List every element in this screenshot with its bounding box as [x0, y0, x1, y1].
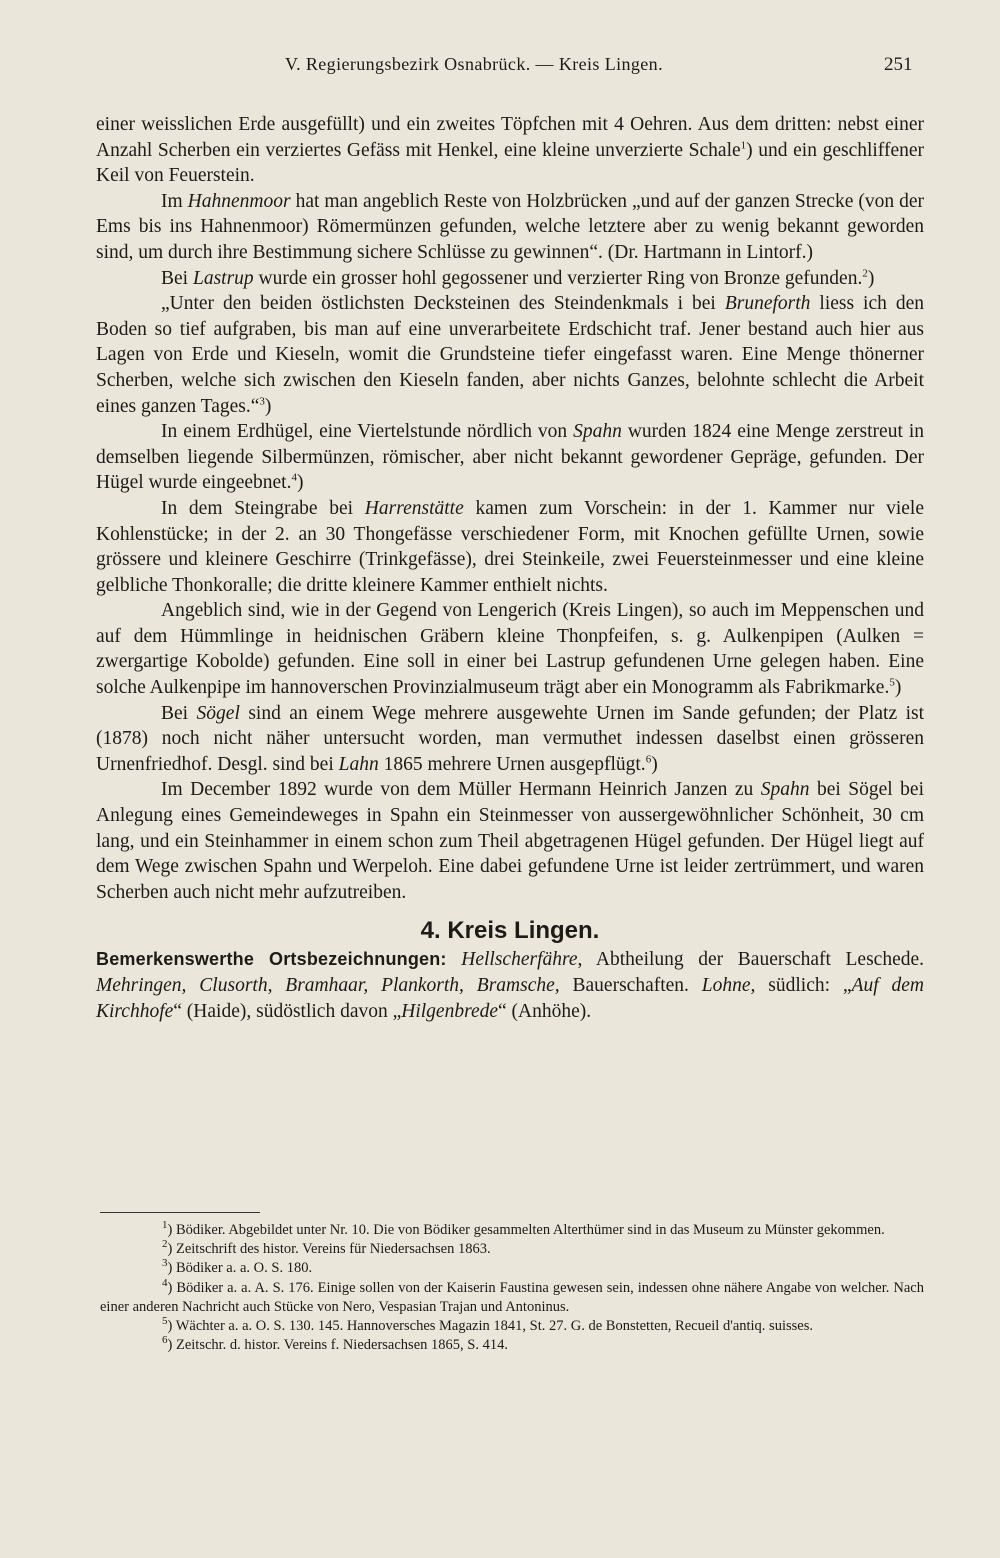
text-run: einer weisslichen Erde ausgefüllt) und ein zweites Töpfchen mit 4 Oehren. Aus dem dritten: nebst einer Anzahl Scherben ein verziertes Gefäss mit Henkel, eine kleine unverzierte Schale: [96, 114, 924, 161]
text-run: liess ich den Boden so tief aufgraben, bis man auf eine unverarbeitete Erdschicht traf. Jener bestand auch hier aus Lagen von Erde und Kieseln, womit die Grundsteine tiefer eingefasst waren. Eine Menge thönerner Scherben, welche sich zwischen den Kieseln fanden, aber nichts Ganzes, belohnte schlecht die Arbeit eines ganzen Tages.“: [96, 293, 924, 417]
text-run: “ (Haide), südöstlich davon „: [173, 1000, 402, 1022]
footnote: $^2$) Zeitschrift des histor. Vereins für Niedersachsen 1863.: [162, 1238, 491, 1258]
text-run: In dem Steingrabe bei: [161, 497, 365, 519]
place-name: Lastrup: [192, 267, 254, 289]
footnote-text: Bödiker. Abgebildet unter Nr. 10. Die von Bödiker gesammelten Alterthümer sind in das Museum zu Münster gekommen.: [172, 1222, 885, 1238]
place-name: Hilgenbrede: [401, 1000, 499, 1022]
text-run: hat man angeblich Reste von Holzbrücken „und auf der ganzen Strecke (von der Ems bis ins Hahnenmoor) Römermünzen gefunden, welche letztere aber zu wenig bekannt geworden sind, um durch ihre Bestimmung sichere Schlüsse zu gewinnen“. (Dr. Hartmann in Lintorf.): [96, 190, 924, 263]
footnote-ref: 6: [645, 753, 652, 766]
footnote-rule: [100, 1212, 260, 1213]
section-lead: Bemerkenswerthe Ortsbezeichnungen:: [96, 949, 447, 970]
text-run: “ (Anhöhe).: [498, 1000, 592, 1022]
footnote-mark: 2: [162, 1238, 168, 1251]
footnote-ref: 1: [740, 139, 747, 152]
text-run: wurde ein grosser hohl gegossener und verzierter Ring von Bronze gefunden.: [253, 267, 863, 289]
place-name: Hahnenmoor: [187, 190, 291, 212]
footnote-ref: 4: [291, 471, 297, 484]
paragraph: [96, 189, 924, 266]
text-run: sind an einem Wege mehrere ausgewehte Urnen im Sande gefunden; der Platz ist (1878) noch nicht näher untersucht worden, man vermuthet indessen daselbst einen grösseren Urnenfriedhof. Desgl. sind bei: [96, 702, 924, 775]
footnote-mark: 3: [162, 1257, 168, 1270]
place-name: Spahn: [760, 779, 810, 801]
footnote-ref: 5: [889, 676, 895, 689]
footnote: $^4$) Bödiker a. a. A. S. 176. Einige sollen von der Kaiserin Faustina gewesen sein, indessen ohne nähere Angabe von welcher. Nach einer anderen Nachricht auch Stücke von Nero, Vespasian Trajan und Antoninus.: [100, 1276, 924, 1315]
footnote: $^3$) Bödiker a. a. O. S. 180.: [162, 1257, 313, 1277]
text-run: südlich: „: [755, 975, 852, 996]
footnote-mark: 1: [162, 1219, 168, 1232]
footnote-mark: 5: [162, 1315, 168, 1328]
place-name: Lohne,: [701, 975, 756, 996]
footnote: $^6$) Zeitschr. d. histor. Vereins f. Niedersachsen 1865, S. 414.: [162, 1334, 508, 1354]
place-name: Hellscherfähre: [461, 949, 578, 971]
footnote-mark: 4: [162, 1276, 168, 1289]
footnote-ref: 2: [862, 267, 868, 280]
place-name: Lahn: [338, 753, 379, 775]
section-title: 4. Kreis Lingen.: [420, 917, 600, 945]
paragraph: In einem Erdhügel, eine Viertelstunde nördlich von Spahn wurden 1824 eine Menge zerstreut in demselben liegende Silbermünzen, römischer, aber nicht bekannt gewordener Gepräge, gefunden. Der Hügel wurde eingeebnet.$^4$): [96, 421, 924, 494]
paragraph: [96, 777, 924, 905]
paragraph: „Unter den beiden östlichsten Decksteinen des Steindenkmals i bei Bruneforth liess ich den Boden so tief aufgraben, bis man auf eine unverarbeitete Erdschicht traf. Jener bestand auch hier aus Lagen von Erde und Kieseln, womit die Grundsteine tiefer eingefasst waren. Eine Menge thönerner Scherben, welche sich zwischen den Kieseln fanden, aber nichts Ganzes, belohnte schlecht die Arbeit eines ganzen Tages.“$^3$): [96, 293, 924, 417]
footnote-mark: 6: [162, 1334, 168, 1347]
footnote: $^1$) Bödiker. Abgebildet unter Nr. 10. Die von Bödiker gesammelten Alterthümer sind in das Museum zu Münster gekommen.: [162, 1219, 885, 1238]
text-run: und ein geschliffener Keil von Feuerstein.: [96, 139, 924, 187]
footnote-text: Bödiker a. a. A. S. 176. Einige sollen von der Kaiserin Faustina gewesen sein, indessen ohne nähere Angabe von welcher. Nach einer anderen Nachricht auch Stücke von Nero, Vespasian Trajan und Antoninus.: [100, 1279, 924, 1315]
place-name: Spahn: [573, 421, 622, 443]
text-run: Bauerschaften.: [559, 975, 702, 996]
place-name: Sögel: [196, 702, 240, 724]
text-run: Bei: [161, 702, 197, 724]
footnote: $^5$) Wächter a. a. O. S. 130. 145. Hannoversches Magazin 1841, St. 27. G. de Bonstetten, Recueil d'antiq. suisses.: [162, 1315, 813, 1335]
place-name: Mehringen, Clusorth, Bramhaar, Plankorth, Bramsche,: [96, 975, 560, 996]
text-run: 1865 mehrere Urnen ausgepflügt.: [378, 753, 646, 775]
footnote-text: Zeitschr. d. histor. Vereins f. Niedersachsen 1865, S. 414.: [172, 1337, 508, 1354]
text-run: kamen zum Vorschein: in der 1. Kammer nur viele Kohlenstücke; in der 2. an 30 Thongefässe verschiedener Form, mit Knochen gefüllte Urnen, sowie grössere und kleinere Geschirre (Trinkgefässe), drei Steinkeile, zwei Feuersteinmesser und eine kleine gelbliche Thonkoralle; die dritte kleinere Kammer enthielt nichts.: [96, 497, 925, 596]
running-head: V. Regierungsbezirk Osnabrück. — Kreis Lingen.: [285, 54, 663, 74]
page-header: [0, 54, 1000, 84]
paragraph: Angeblich sind, wie in der Gegend von Lengerich (Kreis Lingen), so auch im Meppenschen und auf dem Hümmlinge in heidnischen Gräbern kleine Thonpfeifen, s. g. Aulkenpipen (Aulken = zwergartige Kobolde) gefunden. Eine soll in einer bei Lastrup gefundenen Urne gelegen haben. Eine solche Aulkenpipe im hannoverschen Provinzialmuseum trägt aber ein Monogramm als Fabrikmarke.$^5$): [96, 600, 924, 699]
place-name: Auf dem Kirchhofe: [96, 975, 924, 1022]
footnote-text: Wächter a. a. O. S. 130. 145. Hannoversches Magazin 1841, St. 27. G. de Bonstetten, Recueil d'antiq. suisses.: [172, 1318, 813, 1335]
footnote-ref: 3: [259, 395, 265, 408]
place-name: Bruneforth: [724, 293, 811, 315]
page-number: 251: [884, 54, 913, 75]
footnote-text: Zeitschrift des histor. Vereins für Niedersachsen 1863.: [172, 1241, 491, 1258]
place-name: Harrenstätte: [364, 497, 464, 519]
text-run: Angeblich sind, wie in der Gegend von Lengerich (Kreis Lingen), so auch im Meppenschen und auf dem Hümmlinge in heidnischen Gräbern kleine Thonpfeifen, s. g. Aulkenpipen (Aulken = zwergartige Kobolde) gefunden. Eine soll in einer bei Lastrup gefundenen Urne gelegen haben. Eine solche Aulkenpipe im hannoverschen Provinzialmuseum trägt aber ein Monogramm als Fabrikmarke.: [96, 600, 924, 699]
text-run: Bei: [161, 267, 193, 289]
text-run: Im: [161, 190, 188, 212]
text-run: , Abtheilung der Bauerschaft Leschede.: [577, 949, 925, 971]
paragraph: einer weisslichen Erde ausgefüllt) und ein zweites Töpfchen mit 4 Oehren. Aus dem dritten: nebst einer Anzahl Scherben ein verziertes Gefäss mit Henkel, eine kleine unverzierte Schale$^1$) und ein geschliffener Keil von Feuerstein.: [96, 114, 924, 187]
paragraph: Bei Lastrup wurde ein grosser hohl gegossener und verzierter Ring von Bronze gefunden.$^2$): [161, 267, 875, 289]
paragraph: [96, 947, 924, 1024]
text-run: Im December 1892 wurde von dem Müller Hermann Heinrich Janzen zu: [161, 779, 761, 801]
footnote-text: Bödiker a. a. O. S. 180.: [172, 1260, 313, 1277]
text-run: In einem Erdhügel, eine Viertelstunde nördlich von: [161, 421, 574, 443]
text-run: bei Sögel bei Anlegung eines Gemeindeweges in Spahn ein Steinmesser von aussergewöhnlicher Schönheit, 30 cm lang, und ein Steinhammer in einem schon zum Theil abgetragenen Hügel gefunden. Der Hügel liegt auf dem Wege zwischen Spahn und Werpeloh. Eine dabei gefundene Urne ist leider zertrümmert, und waren Scherben auch nicht mehr aufzutreiben.: [96, 779, 924, 903]
main-text: [96, 112, 924, 1024]
text-run: „Unter den beiden östlichsten Decksteinen des Steindenkmals i bei: [161, 293, 725, 315]
text-run: wurden 1824 eine Menge zerstreut in demselben liegende Silbermünzen, römischer, aber nicht bekannt gewordener Gepräge, gefunden. Der Hügel wurde eingeebnet.: [96, 421, 924, 494]
paragraph: [96, 496, 924, 598]
paragraph: Bei Sögel sind an einem Wege mehrere ausgewehte Urnen im Sande gefunden; der Platz ist (1878) noch nicht näher untersucht worden, man vermuthet indessen daselbst einen grösseren Urnenfriedhof. Desgl. sind bei Lahn 1865 mehrere Urnen ausgepflügt.$^6$): [96, 702, 924, 775]
footnotes: [100, 1212, 924, 1355]
